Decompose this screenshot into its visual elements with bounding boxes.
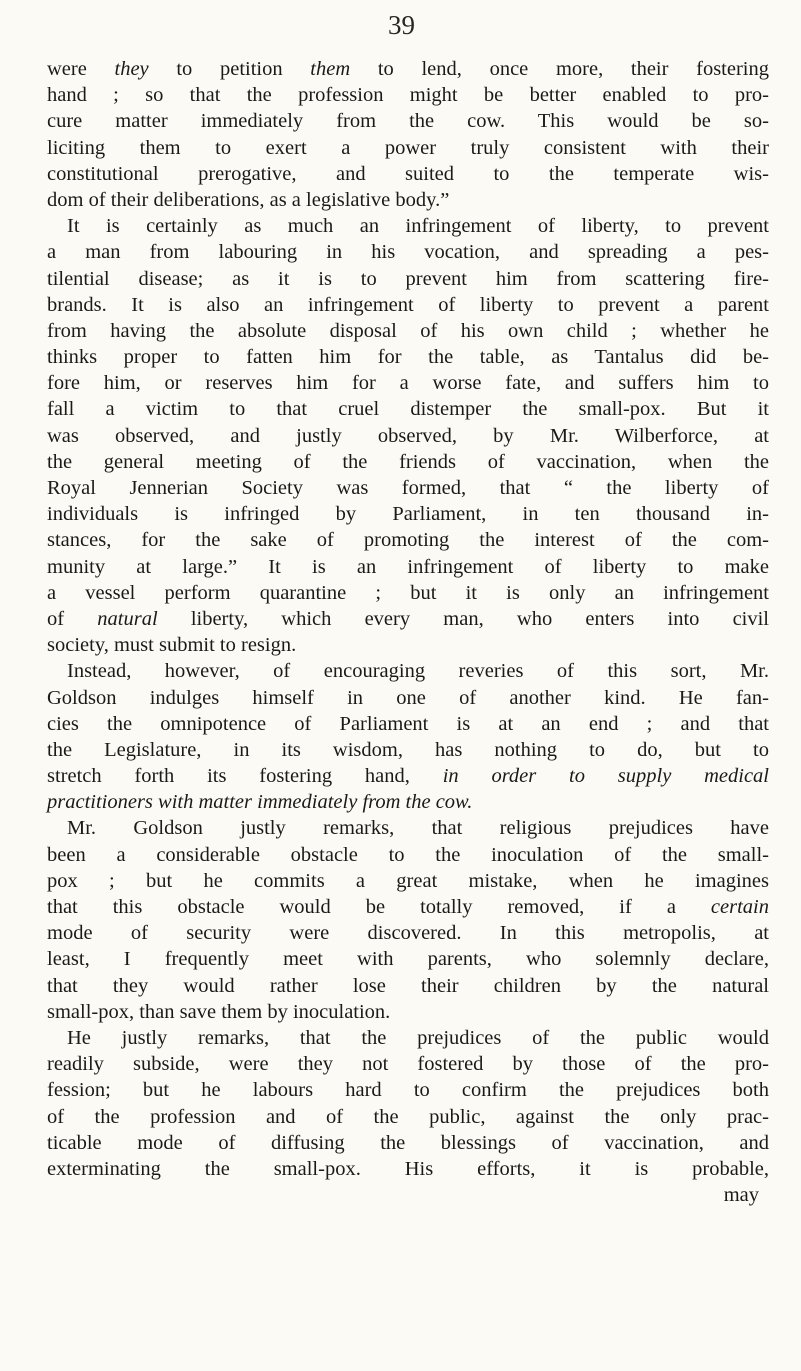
text-line xyxy=(47,763,769,789)
text-segment: Mr. Goldson justly remarks, that religious prejudices have xyxy=(67,817,769,840)
text-line xyxy=(47,789,769,815)
text-segment: individuals is infringed by Parliament, in ten thousand in- xyxy=(47,503,769,526)
text-line xyxy=(47,135,769,161)
text-line xyxy=(47,475,769,501)
text-segment: constitutional prerogative, and suited to the temperate wis- xyxy=(47,162,769,185)
text-line xyxy=(47,685,769,711)
text-segment: brands. It is also an infringement of liberty to prevent a parent xyxy=(47,293,769,316)
text-segment: that this obstacle would be totally removed, if a xyxy=(47,896,711,918)
text-segment: It is certainly as much an infringement of liberty, to prevent xyxy=(67,215,769,238)
text-line xyxy=(47,527,769,553)
text-line xyxy=(47,999,769,1025)
text-segment: liciting them to exert a power truly consistent with their xyxy=(47,136,769,159)
text-segment: least, I frequently meet with parents, who solemnly declare, xyxy=(47,948,769,971)
text-line xyxy=(47,1104,769,1130)
text-segment: Instead, however, of encouraging reveries of this sort, Mr. xyxy=(67,660,769,683)
text-line xyxy=(47,239,769,265)
text-line xyxy=(47,737,769,763)
text-line xyxy=(47,1051,769,1077)
text-segment: a man from labouring in his vocation, and spreading a pes- xyxy=(47,241,769,264)
text-line xyxy=(47,920,769,946)
text-line xyxy=(47,396,769,422)
text-line xyxy=(47,580,769,606)
text-segment: the general meeting of the friends of vaccination, when the xyxy=(47,450,769,473)
text-segment: cure matter immediately from the cow. This would be so- xyxy=(47,110,769,133)
text-line xyxy=(47,56,769,82)
text-segment: thinks proper to fatten him for the table, as Tantalus did be- xyxy=(47,346,769,369)
text-segment: of xyxy=(47,607,98,630)
text-segment: was observed, and justly observed, by Mr. Wilberforce, at xyxy=(47,424,769,447)
italic-text: natural xyxy=(97,607,158,630)
text-segment: to petition xyxy=(148,58,311,80)
text-line xyxy=(47,868,769,894)
text-segment: of the profession and of the public, against the only prac- xyxy=(47,1105,769,1128)
text-segment: munity at large.” It is an infringement of liberty to make xyxy=(47,555,769,578)
catchword xyxy=(47,1182,769,1208)
italic-text: them xyxy=(310,58,351,80)
text-segment: pox ; but he commits a great mistake, when he imagines xyxy=(47,869,769,892)
text-line xyxy=(47,894,769,920)
italic-text: certain xyxy=(710,896,769,918)
text-segment: Goldson indulges himself in one of another kind. He fan- xyxy=(47,686,769,709)
text-line xyxy=(47,344,769,370)
text-line xyxy=(47,554,769,580)
text-line xyxy=(47,82,769,108)
text-segment: that they would rather lose their children by the natural xyxy=(47,974,769,997)
text-segment: ticable mode of diffusing the blessings of vaccination, and xyxy=(47,1131,769,1154)
text-line xyxy=(47,1025,769,1051)
text-line xyxy=(47,266,769,292)
text-line xyxy=(47,161,769,187)
text-segment: fore him, or reserves him for a worse fate, and suffers him to xyxy=(47,372,769,395)
text-segment: dom of their deliberations, as a legislative body.” xyxy=(47,188,450,211)
text-segment: tilential disease; as it is to prevent him from scattering fire- xyxy=(47,267,769,290)
text-line xyxy=(47,292,769,318)
text-segment: hand ; so that the profession might be better enabled to pro- xyxy=(47,84,769,107)
text-line xyxy=(47,1156,769,1182)
text-segment: liberty, which every man, who enters into civil xyxy=(157,607,769,630)
text-line xyxy=(47,501,769,527)
text-segment: may xyxy=(723,1184,759,1207)
text-line xyxy=(47,187,769,213)
text-line xyxy=(47,449,769,475)
text-segment: exterminating the small-pox. His efforts, it is probable, xyxy=(47,1157,769,1180)
text-line xyxy=(47,1077,769,1103)
text-segment: Royal Jennerian Society was formed, that “ the liberty of xyxy=(47,477,769,499)
text-line xyxy=(47,606,769,632)
text-segment: stretch forth its fostering hand, xyxy=(47,765,443,788)
text-segment: small-pox, than save them by inoculation. xyxy=(47,1000,391,1023)
body-text xyxy=(47,56,769,1208)
text-segment: cies the omnipotence of Parliament is at an end ; and that xyxy=(47,712,769,735)
text-segment: to lend, once more, their fostering xyxy=(350,58,769,80)
text-segment: readily subside, were they not fostered by those of the pro- xyxy=(47,1053,769,1076)
text-line xyxy=(47,1130,769,1156)
text-segment: stances, for the sake of promoting the interest of the com- xyxy=(47,529,769,552)
text-segment: mode of security were discovered. In this metropolis, at xyxy=(47,922,769,945)
text-segment: the Legislature, in its wisdom, has nothing to do, but to xyxy=(47,738,769,761)
text-segment: He justly remarks, that the prejudices of the public would xyxy=(67,1026,769,1049)
page-number: 39 xyxy=(388,10,415,40)
text-segment: been a considerable obstacle to the inoculation of the small- xyxy=(47,843,769,866)
text-line xyxy=(47,946,769,972)
text-line xyxy=(47,632,769,658)
italic-text: in order to supply medical xyxy=(442,765,769,788)
text-segment: fession; but he labours hard to confirm the prejudices both xyxy=(47,1079,769,1102)
text-line xyxy=(47,423,769,449)
italic-text: they xyxy=(114,58,149,80)
text-line xyxy=(47,973,769,999)
text-segment: society, must submit to resign. xyxy=(47,634,297,657)
text-line xyxy=(47,213,769,239)
text-segment: fall a victim to that cruel distemper the small-pox. But it xyxy=(47,398,769,421)
text-segment: a vessel perform quarantine ; but it is only an infringement xyxy=(47,581,769,604)
text-line xyxy=(47,370,769,396)
text-line xyxy=(47,658,769,684)
text-line xyxy=(47,318,769,344)
text-segment: were xyxy=(47,58,115,80)
text-line xyxy=(47,711,769,737)
italic-text: practitioners with matter immediately from the cow. xyxy=(47,791,473,814)
text-line xyxy=(47,815,769,841)
text-line xyxy=(47,108,769,134)
text-segment: from having the absolute disposal of his own child ; whether he xyxy=(47,319,769,342)
text-line xyxy=(47,842,769,868)
